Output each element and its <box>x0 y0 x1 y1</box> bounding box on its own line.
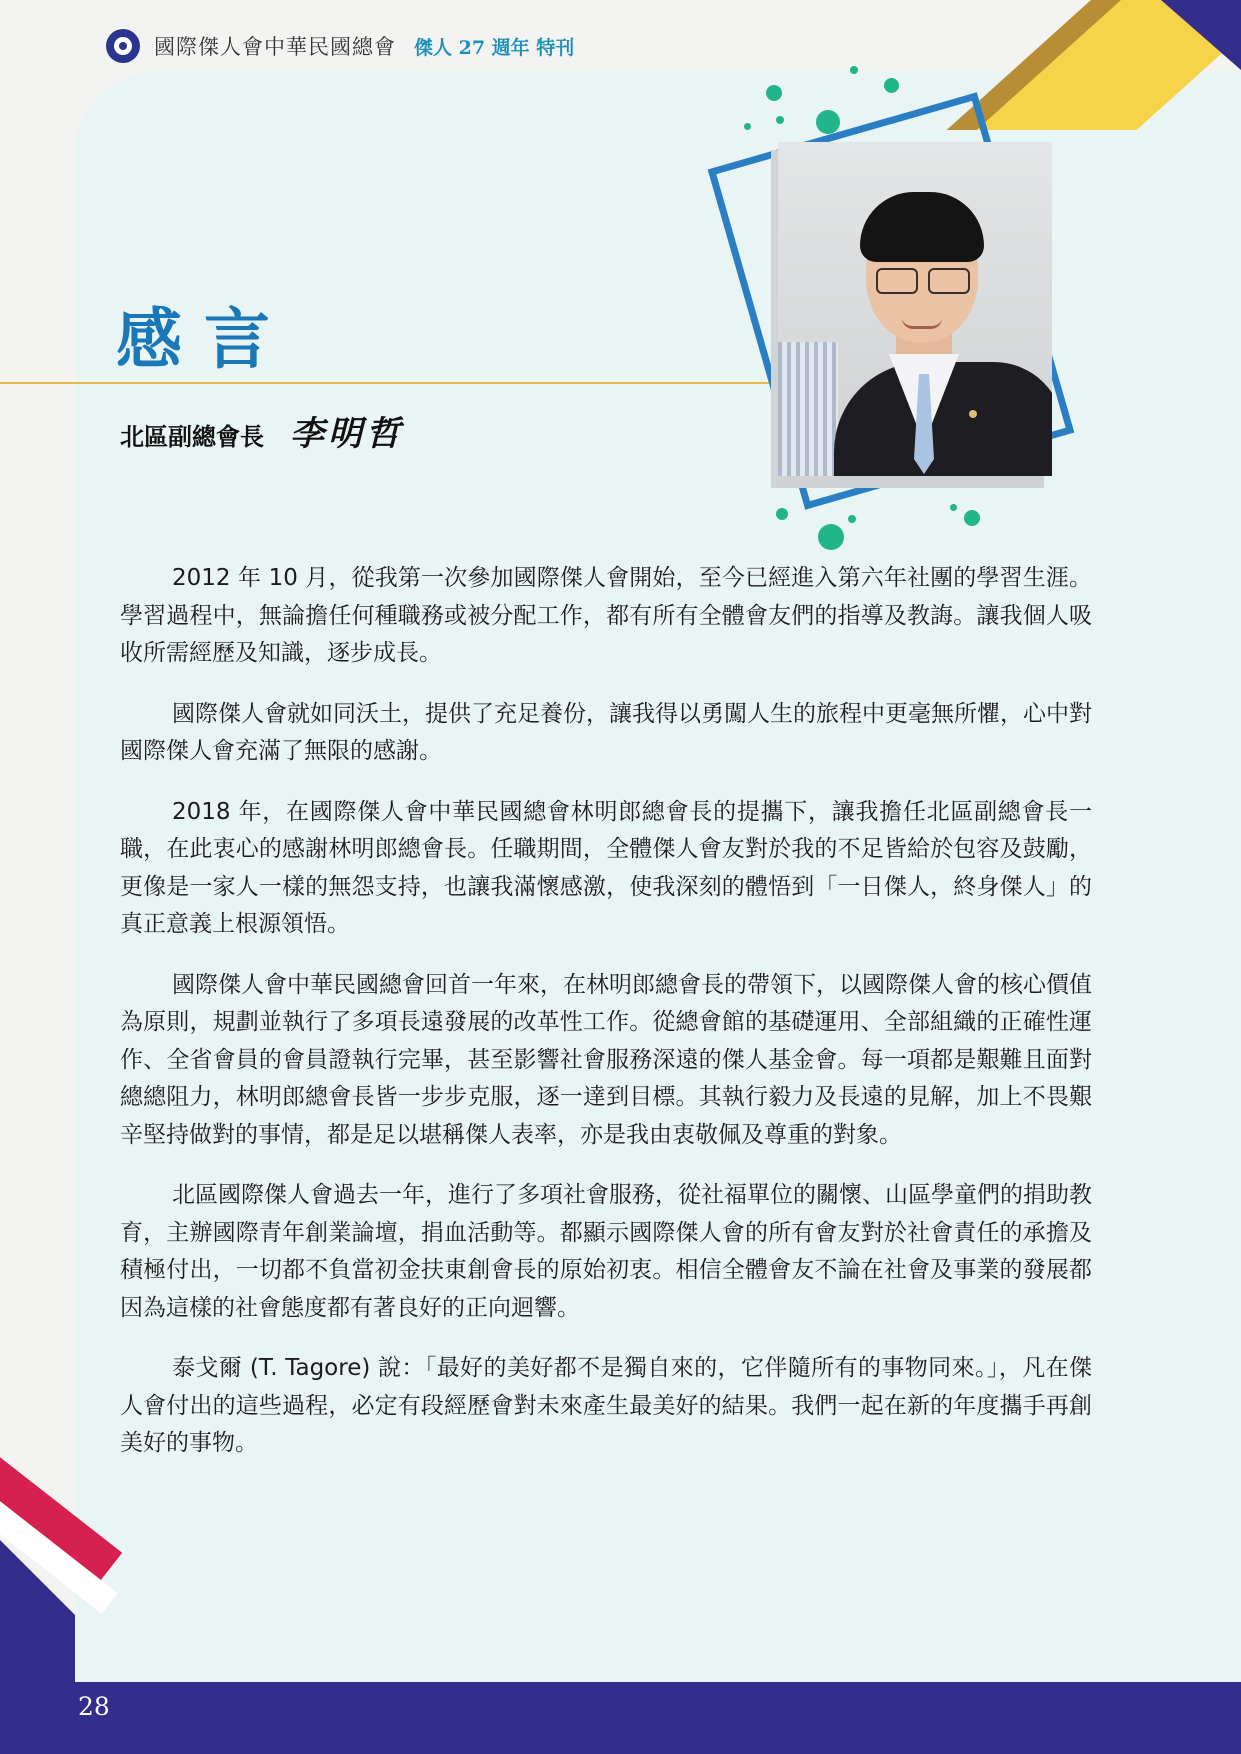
organization-logo-icon <box>106 29 140 63</box>
footer-bar <box>0 1682 1241 1754</box>
decor-dot <box>776 508 788 520</box>
portrait-glasses-right <box>928 268 970 294</box>
corner-navy-triangle <box>1161 0 1241 70</box>
article-title: 感言 <box>116 300 292 378</box>
decor-dot <box>776 116 784 124</box>
page-number: 28 <box>78 1692 110 1721</box>
article-paragraph: 2012 年 10 月，從我第一次參加國際傑人會開始，至今已經進入第六年社團的學習生涯。學習過程中，無論擔任何種職務或被分配工作，都有所有全體會友們的指導及教誨。讓我個人吸收所需經歷及知識，逐步成長。 <box>120 565 1092 666</box>
article-body <box>120 560 1092 1486</box>
portrait-glasses-left <box>876 268 918 294</box>
article-paragraph: 北區國際傑人會過去一年，進行了多項社會服務，從社福單位的關懷、山區學童們的捐助教育，主辦國際青年創業論壇，捐血活動等。都顯示國際傑人會的所有會友對於社會責任的承擔及積極付出，一切都不負當初金扶東創會長的原始初衷。相信全體會友不論在社會及事業的發展都因為這樣的社會態度都有著良好的正向迴響。 <box>120 1182 1092 1321</box>
decor-dot <box>964 510 980 526</box>
decor-dot <box>766 85 782 101</box>
byline <box>120 406 404 455</box>
page-header <box>106 28 574 64</box>
decor-dot <box>950 504 957 511</box>
decor-dot <box>818 524 844 550</box>
author-role: 北區副總會長 <box>120 422 264 451</box>
decor-dot <box>744 123 751 130</box>
decor-dot <box>850 66 858 74</box>
organization-name: 國際傑人會中華民國總會 <box>154 35 396 59</box>
decor-dot <box>884 78 899 93</box>
article-paragraph: 泰戈爾 (T. Tagore) 說：「最好的美好都不是獨自來的，它伴隨所有的事物同來。」，凡在傑人會付出的這些過程，必定有段經歷會對未來產生最美好的結果。我們一起在新的年度攜手再創美好的事物。 <box>120 1355 1092 1456</box>
author-signature: 李明哲 <box>290 414 404 454</box>
decor-dot <box>816 110 840 134</box>
portrait-bystander <box>778 342 838 476</box>
issue-label: 傑人 27 週年 特刊 <box>414 36 575 59</box>
portrait-hair <box>860 192 984 262</box>
title-divider <box>0 382 780 384</box>
article-paragraph: 2018 年，在國際傑人會中華民國總會林明郎總會長的提攜下，讓我擔任北區副總會長一職，在此衷心的感謝林明郎總會長。任職期間，全體傑人會友對於我的不足皆給於包容及鼓勵，更像是一家人一樣的無怨支持，也讓我滿懷感激，使我深刻的體悟到「一日傑人，終身傑人」的真正意義上根源領悟。 <box>120 798 1092 937</box>
author-portrait <box>778 142 1052 476</box>
decor-dot <box>848 515 856 523</box>
article-paragraph: 國際傑人會中華民國總會回首一年來，在林明郎總會長的帶領下，以國際傑人會的核心價值為原則，規劃並執行了多項長遠發展的改革性工作。從總會館的基礎運用、全部組織的正確性運作、全省會員的會員證執行完畢，甚至影響社會服務深遠的傑人基金會。每一項都是艱難且面對總總阻力，林明郎總會長皆一步步克服，逐一達到目標。其執行毅力及長遠的見解，加上不畏艱辛堅持做對的事情，都是足以堪稱傑人表率，亦是我由衷敬佩及尊重的對象。 <box>120 971 1092 1148</box>
portrait-pin <box>969 410 977 418</box>
portrait-smile <box>902 318 942 329</box>
article-paragraph: 國際傑人會就如同沃土，提供了充足養份，讓我得以勇闖人生的旅程中更毫無所懼，心中對國際傑人會充滿了無限的感謝。 <box>120 700 1092 764</box>
